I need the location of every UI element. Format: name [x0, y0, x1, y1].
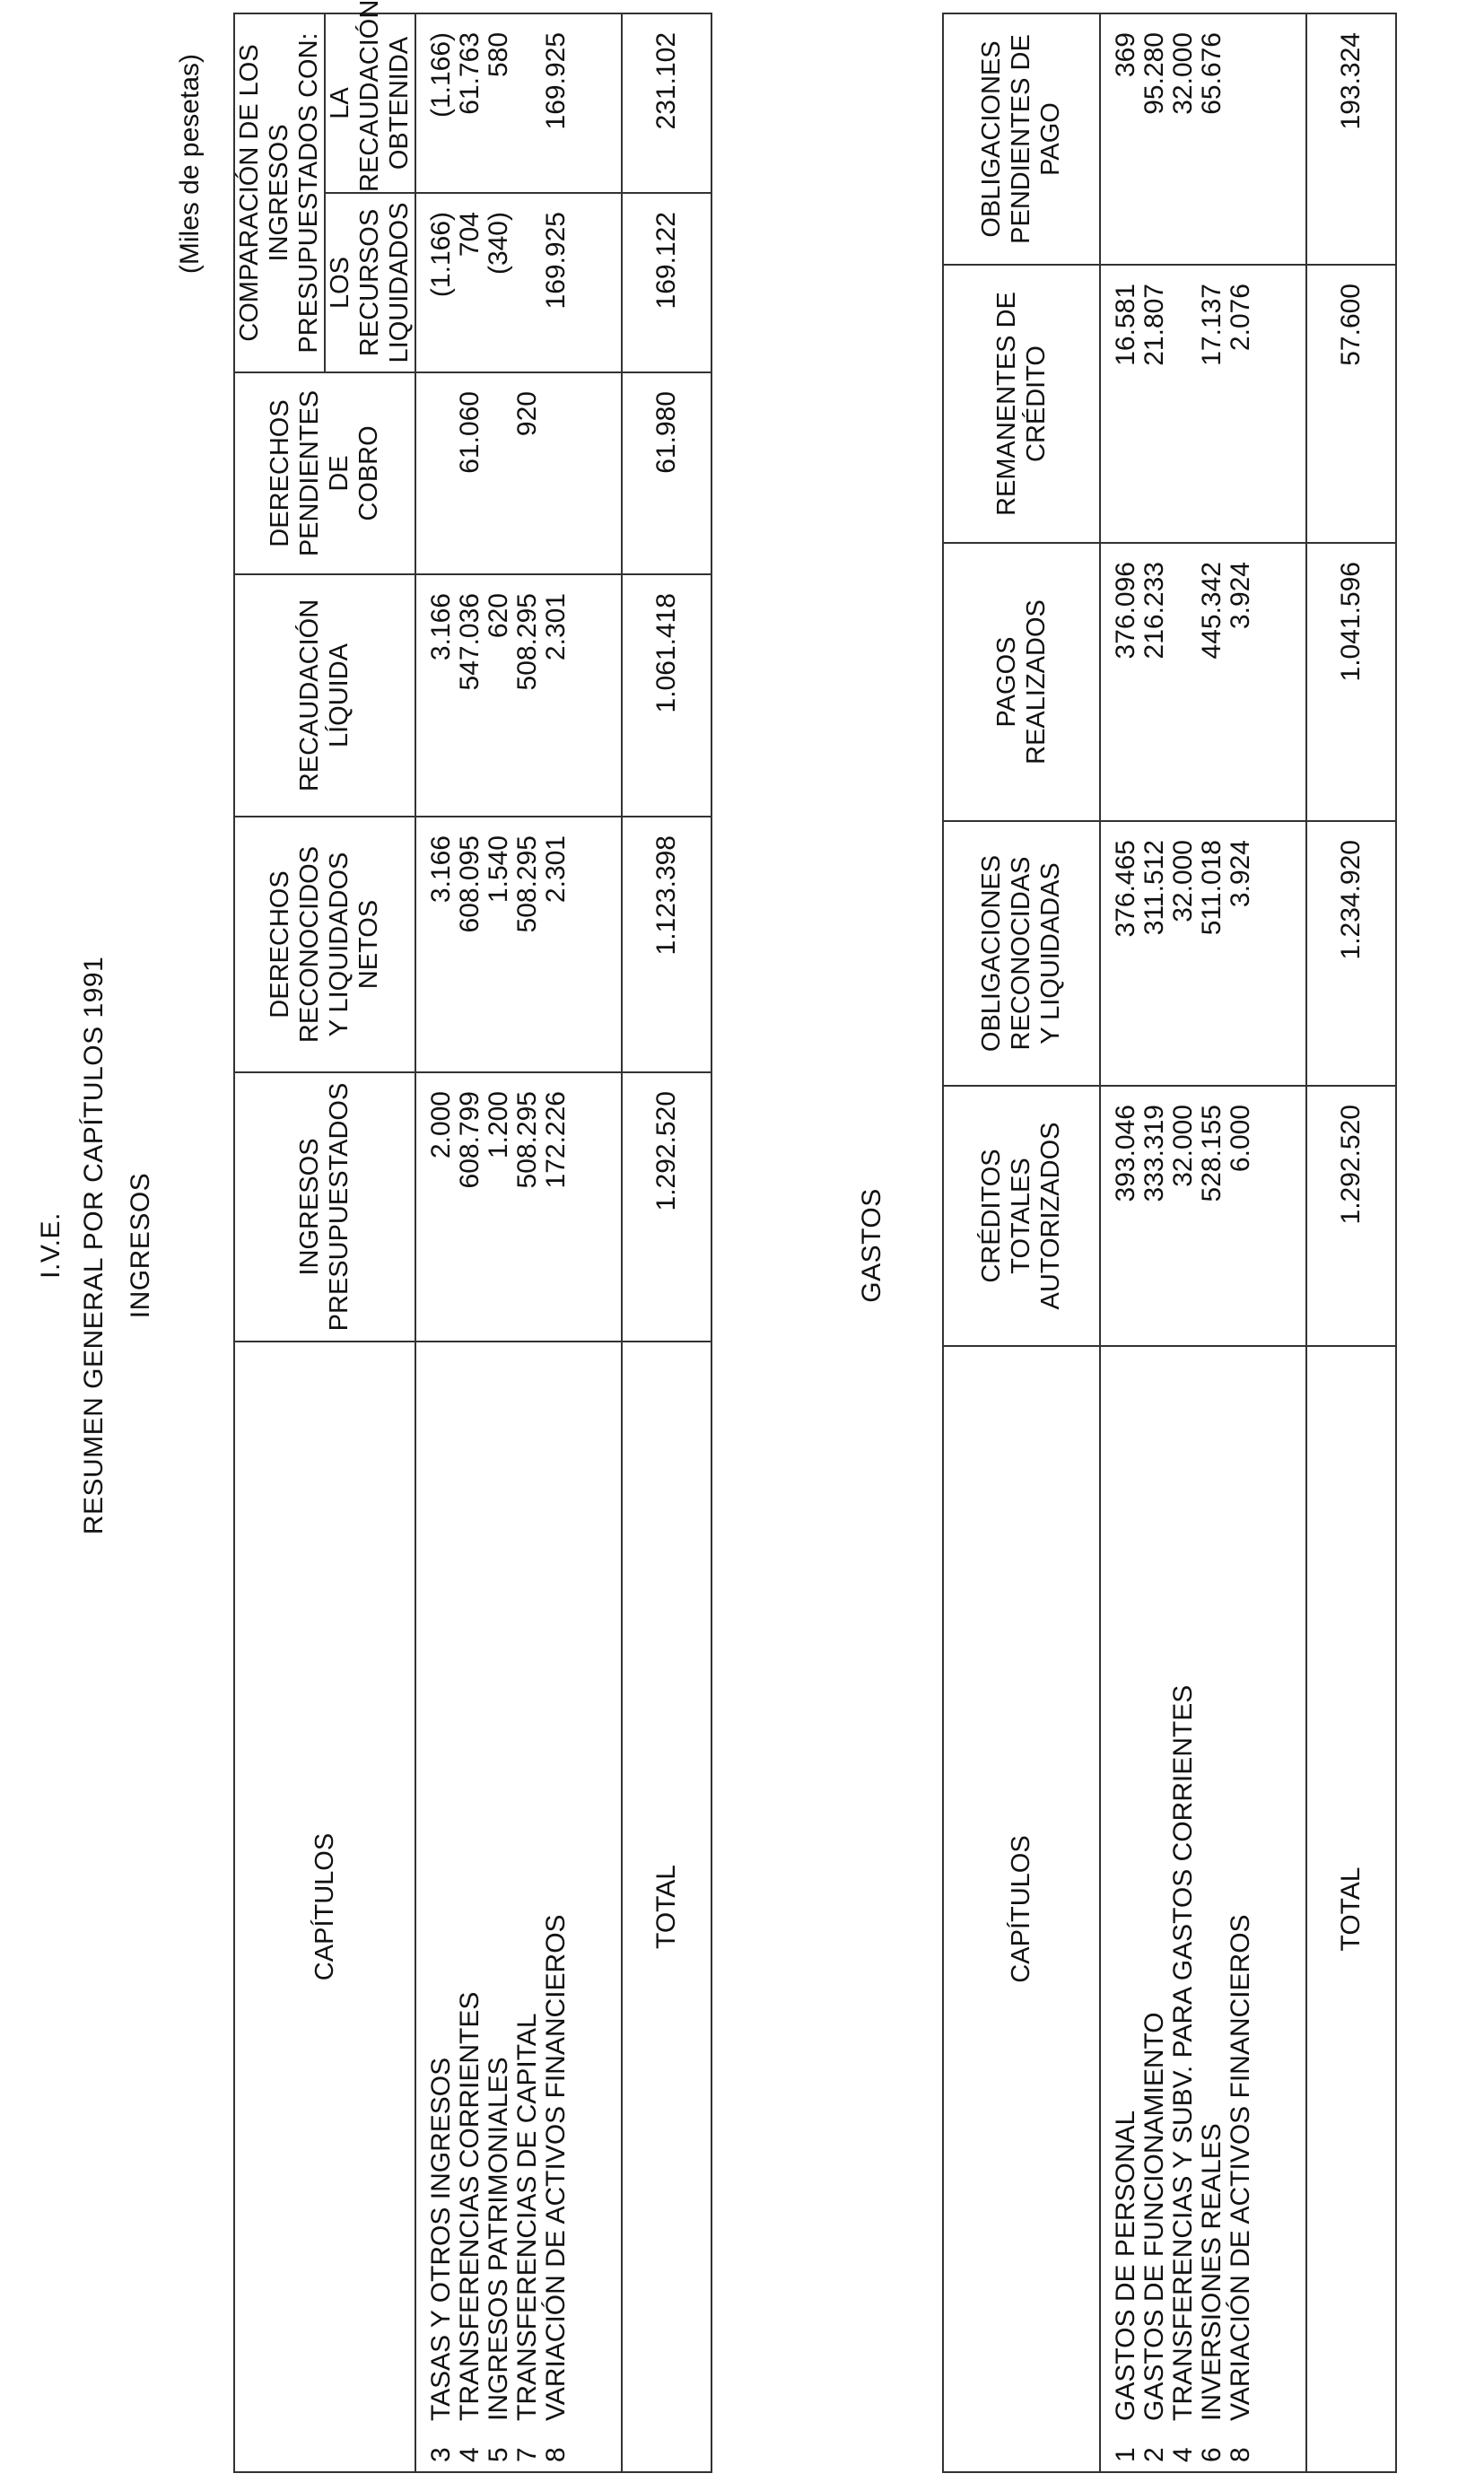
value-cell: 6.000 — [1226, 1105, 1255, 1173]
value-cell: 3.924 — [1226, 840, 1255, 908]
ingresos-total-pendientes: 61.980 — [622, 372, 711, 574]
gastos-total-row — [1306, 13, 1396, 2472]
value-cell: 333.319 — [1139, 1105, 1169, 1202]
chapter-name: INGRESOS PATRIMONIALES — [484, 2057, 513, 2421]
ingresos-body-row — [415, 13, 622, 2472]
value-cell — [484, 391, 513, 566]
ingresos-total-recaudacion: 1.061.418 — [622, 574, 711, 817]
value-cell — [1169, 562, 1198, 813]
ingresos-presupuestados-values — [415, 1072, 622, 1342]
col-gastos-capitulos: CAPÍTULOS — [943, 1346, 1100, 2472]
col-creditos: CRÉDITOS TOTALES AUTORIZADOS — [943, 1086, 1100, 1346]
col-pendientes-pago: OBLIGACIONES PENDIENTES DE PAGO — [943, 13, 1100, 265]
value-cell: 2.000 — [426, 1091, 456, 1159]
value-cell: (340) — [484, 212, 513, 275]
gastos-pagos-values — [1100, 543, 1306, 821]
col-capitulos: CAPÍTULOS — [234, 1342, 415, 2472]
ingresos-recursos-values — [415, 193, 622, 372]
value-cell — [542, 391, 571, 566]
ingresos-obtenida-values — [415, 13, 622, 193]
chapter-row — [1140, 1356, 1169, 2462]
value-cell — [1169, 284, 1198, 535]
chapter-row — [1198, 1356, 1226, 2462]
ingresos-chapters-cell — [415, 1342, 622, 2472]
value-cell: 21.807 — [1139, 284, 1169, 366]
value-cell: 61.060 — [455, 391, 484, 474]
gastos-body-row — [1100, 13, 1306, 2472]
value-cell: 16.581 — [1111, 284, 1140, 366]
col-presupuestados: INGRESOS PRESUPUESTADOS — [234, 1072, 415, 1342]
chapter-code: 8 — [1226, 2447, 1255, 2462]
value-cell: 376.096 — [1111, 562, 1140, 660]
gastos-table — [942, 13, 1397, 2473]
gastos-total-obligaciones: 1.234.920 — [1306, 821, 1396, 1086]
value-cell: 169.925 — [541, 212, 571, 310]
value-cell: 393.046 — [1111, 1105, 1140, 1202]
page-title: RESUMEN GENERAL POR CAPÍTULOS 1991 — [79, 956, 109, 1535]
ingresos-pendientes-values — [415, 372, 622, 574]
chapter-row — [1169, 1356, 1198, 2462]
value-cell: (1.166) — [426, 31, 456, 118]
value-cell — [1226, 32, 1255, 257]
chapter-name: INVERSIONES REALES — [1197, 2123, 1226, 2421]
chapter-code: 5 — [484, 2447, 513, 2462]
chapter-code: 6 — [1197, 2447, 1226, 2462]
value-cell — [513, 212, 542, 364]
value-cell: 1.200 — [484, 1091, 513, 1159]
value-cell: 580 — [484, 31, 513, 78]
ingresos-total-presupuestados: 1.292.520 — [622, 1072, 711, 1342]
value-cell: 920 — [512, 391, 542, 437]
value-cell: 65.676 — [1197, 32, 1226, 115]
value-cell: 216.233 — [1139, 562, 1169, 660]
chapter-code: 7 — [512, 2447, 542, 2462]
chapter-code: 4 — [455, 2447, 484, 2462]
value-cell: 95.280 — [1139, 32, 1169, 115]
chapter-code: 3 — [426, 2447, 456, 2462]
gastos-chapters-cell — [1100, 1346, 1306, 2472]
value-cell: 311.512 — [1139, 840, 1169, 936]
ingresos-total-label: TOTAL — [622, 1342, 711, 2472]
value-cell: 528.155 — [1197, 1105, 1226, 1202]
value-cell: 61.763 — [455, 31, 484, 115]
chapter-row — [427, 1351, 456, 2462]
chapter-name: TASAS Y OTROS INGRESOS — [426, 2057, 456, 2421]
chapter-name: TRANSFERENCIAS CORRIENTES — [455, 1991, 484, 2421]
col-recaudacion: RECAUDACIÓN LÍQUIDA — [234, 574, 415, 817]
value-cell: 2.301 — [541, 593, 571, 661]
col-derechos-netos: DERECHOS RECONOCIDOS Y LIQUIDADOS NETOS — [234, 817, 415, 1072]
chapter-name: GASTOS DE FUNCIONAMIENTO — [1139, 2012, 1169, 2421]
chapter-code: 4 — [1168, 2447, 1198, 2462]
value-cell: 32.000 — [1168, 840, 1198, 922]
col-pendientes-cobro: DERECHOS PENDIENTES DE COBRO — [234, 372, 415, 574]
gastos-total-label: TOTAL — [1306, 1346, 1396, 2472]
chapter-row — [1226, 1356, 1255, 2462]
ingresos-recaudacion-values — [415, 574, 622, 817]
value-cell: 547.036 — [455, 593, 484, 691]
chapter-name: VARIACIÓN DE ACTIVOS FINANCIEROS — [1226, 1914, 1255, 2421]
ingresos-total-row — [622, 13, 711, 2472]
ingresos-total-recursos: 169.122 — [622, 193, 711, 372]
chapter-code: 8 — [541, 2447, 571, 2462]
value-cell: (1.166) — [426, 212, 456, 298]
value-cell: 508.295 — [512, 593, 542, 691]
chapter-row — [542, 1351, 571, 2462]
col-obligaciones: OBLIGACIONES RECONOCIDAS Y LIQUIDADAS — [943, 821, 1100, 1086]
ingresos-derechos-values — [415, 817, 622, 1072]
value-cell: 369 — [1111, 32, 1140, 78]
value-cell: 511.018 — [1197, 840, 1226, 936]
value-cell: 620 — [484, 593, 513, 639]
chapter-row — [1112, 1356, 1140, 2462]
units-note: (Miles de pesetas) — [175, 54, 205, 275]
gastos-obligaciones-values — [1100, 821, 1306, 1086]
gastos-title: GASTOS — [857, 1188, 886, 1303]
value-cell: 32.000 — [1168, 32, 1198, 115]
value-cell: 2.076 — [1226, 284, 1255, 352]
chapter-row — [456, 1351, 484, 2462]
gastos-remanentes-values — [1100, 265, 1306, 543]
chapter-name: TRANSFERENCIAS Y SUBV. PARA GASTOS CORRIENTES — [1168, 1684, 1198, 2421]
value-cell: 169.925 — [541, 31, 571, 130]
chapter-code: 2 — [1139, 2447, 1169, 2462]
value-cell: 3.924 — [1226, 562, 1255, 630]
ingresos-total-obtenida: 231.102 — [622, 13, 711, 193]
value-cell: 508.295 — [512, 1091, 542, 1189]
org-name: I.V.E. — [36, 1212, 65, 1279]
chapter-code: 1 — [1111, 2447, 1140, 2462]
value-cell: 172.226 — [541, 1091, 571, 1189]
value-cell — [427, 391, 456, 566]
chapter-name: TRANSFERENCIAS DE CAPITAL — [512, 2013, 542, 2421]
value-cell: 3.166 — [426, 593, 456, 661]
col-recursos-liquidados: LOS RECURSOS LIQUIDADOS — [325, 193, 415, 372]
value-cell: 704 — [455, 212, 484, 258]
value-cell: 17.137 — [1197, 284, 1226, 366]
value-cell: 608.095 — [455, 835, 484, 933]
gastos-total-creditos: 1.292.520 — [1306, 1086, 1396, 1346]
value-cell: 376.465 — [1111, 840, 1140, 938]
gastos-creditos-values — [1100, 1086, 1306, 1346]
ingresos-title: INGRESOS — [126, 1172, 155, 1319]
value-cell: 445.342 — [1197, 562, 1226, 660]
chapter-name: VARIACIÓN DE ACTIVOS FINANCIEROS — [541, 1914, 571, 2421]
chapter-row — [513, 1351, 542, 2462]
col-remanentes: REMANENTES DE CRÉDITO — [943, 265, 1100, 543]
value-cell — [513, 32, 542, 185]
col-pagos: PAGOS REALIZADOS — [943, 543, 1100, 821]
value-cell: 2.301 — [541, 835, 571, 904]
gastos-total-remanentes: 57.600 — [1306, 265, 1396, 543]
value-cell: 608.799 — [455, 1091, 484, 1189]
gastos-total-pagos: 1.041.596 — [1306, 543, 1396, 821]
gastos-total-pendientes: 193.324 — [1306, 13, 1396, 265]
col-comparacion: COMPARACIÓN DE LOS INGRESOS PRESUPUESTADOS CON: — [234, 13, 325, 372]
value-cell: 1.540 — [484, 835, 513, 904]
ingresos-total-derechos: 1.123.398 — [622, 817, 711, 1072]
chapter-name: GASTOS DE PERSONAL — [1111, 2110, 1140, 2421]
value-cell: 32.000 — [1168, 1105, 1198, 1187]
col-recaudacion-obtenida: LA RECAUDACIÓN OBTENIDA — [326, 0, 414, 192]
value-cell: 3.166 — [426, 835, 456, 904]
value-cell: 508.295 — [512, 835, 542, 933]
gastos-pendientes-values — [1100, 13, 1306, 265]
chapter-row — [484, 1351, 513, 2462]
ingresos-table — [233, 0, 712, 2473]
